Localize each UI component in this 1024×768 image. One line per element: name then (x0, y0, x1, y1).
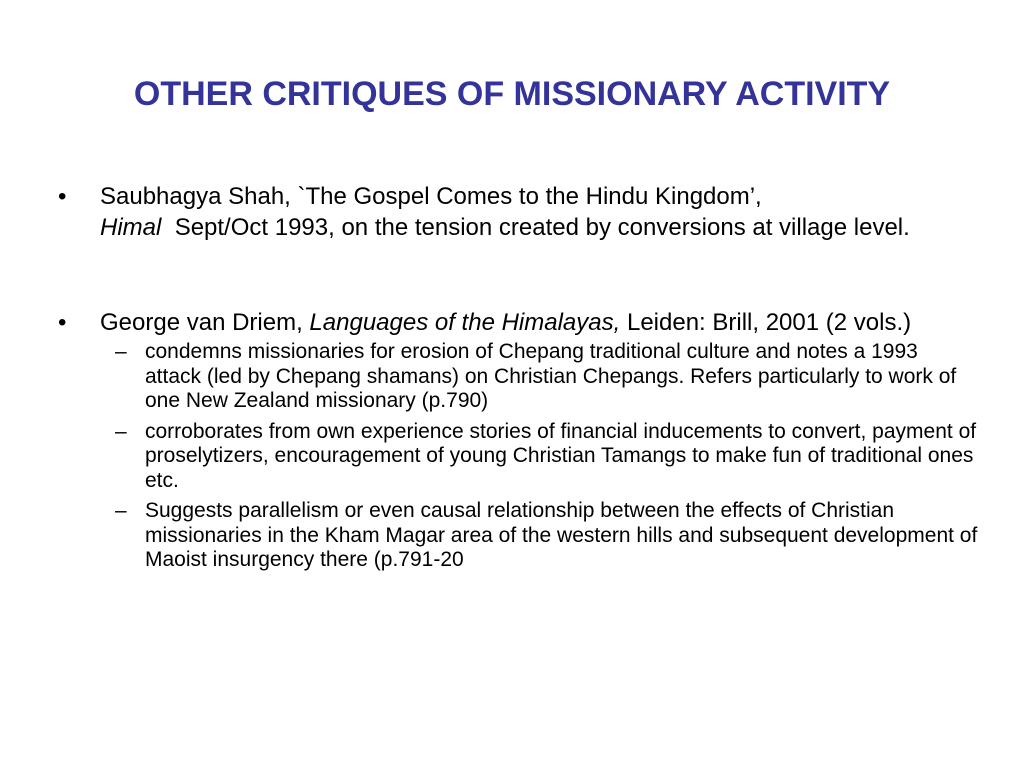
bullet-text-prefix: Saubhagya Shah, `The Gospel Comes to the Hindu Kingdom’, (100, 183, 762, 210)
sub-bullet-list (58, 340, 978, 573)
sub-bullet-item (58, 340, 978, 414)
sub-bullet-text: Suggests parallelism or even causal relationship between the effects of Christian missionaries in the Kham Magar area of the western hills and subsequent development of Maoist insurgency there (p.791-20 (145, 499, 978, 571)
sub-bullet-text: condemns missionaries for erosion of Chepang traditional culture and notes a 1993 attack (led by Chepang shamans) on Christian Chepangs. Refers particularly to work of one New Zealand missionary (p.790) (145, 340, 957, 412)
dash-marker: – (115, 340, 127, 363)
sub-bullet-item (58, 499, 978, 573)
bullet-text-suffix: Leiden: Brill, 2001 (2 vols.) (620, 309, 912, 336)
dash-marker: – (115, 499, 127, 522)
sub-bullet-text: corroborates from own experience stories of financial inducements to convert, payment of proselytizers, encouragement of young Christian Tamangs to make fun of traditional ones etc. (145, 419, 977, 492)
bullet-text-prefix: George van Driem, (100, 309, 310, 336)
bullet-item (58, 307, 978, 338)
slide-body (58, 181, 978, 579)
bullet-marker: • (58, 183, 67, 210)
bullet-item (58, 181, 978, 243)
bullet-text-italic: Himal (100, 214, 162, 241)
bullet-text-suffix: Sept/Oct 1993, on the tension created by conversions at village level. (174, 214, 910, 241)
dash-marker: – (115, 419, 127, 443)
bullet-marker: • (58, 309, 67, 336)
sub-bullet-item (58, 420, 978, 494)
bullet-text-italic: Languages of the Himalayas, (309, 309, 621, 336)
slide-title: OTHER CRITIQUES OF MISSIONARY ACTIVITY (133, 75, 891, 113)
